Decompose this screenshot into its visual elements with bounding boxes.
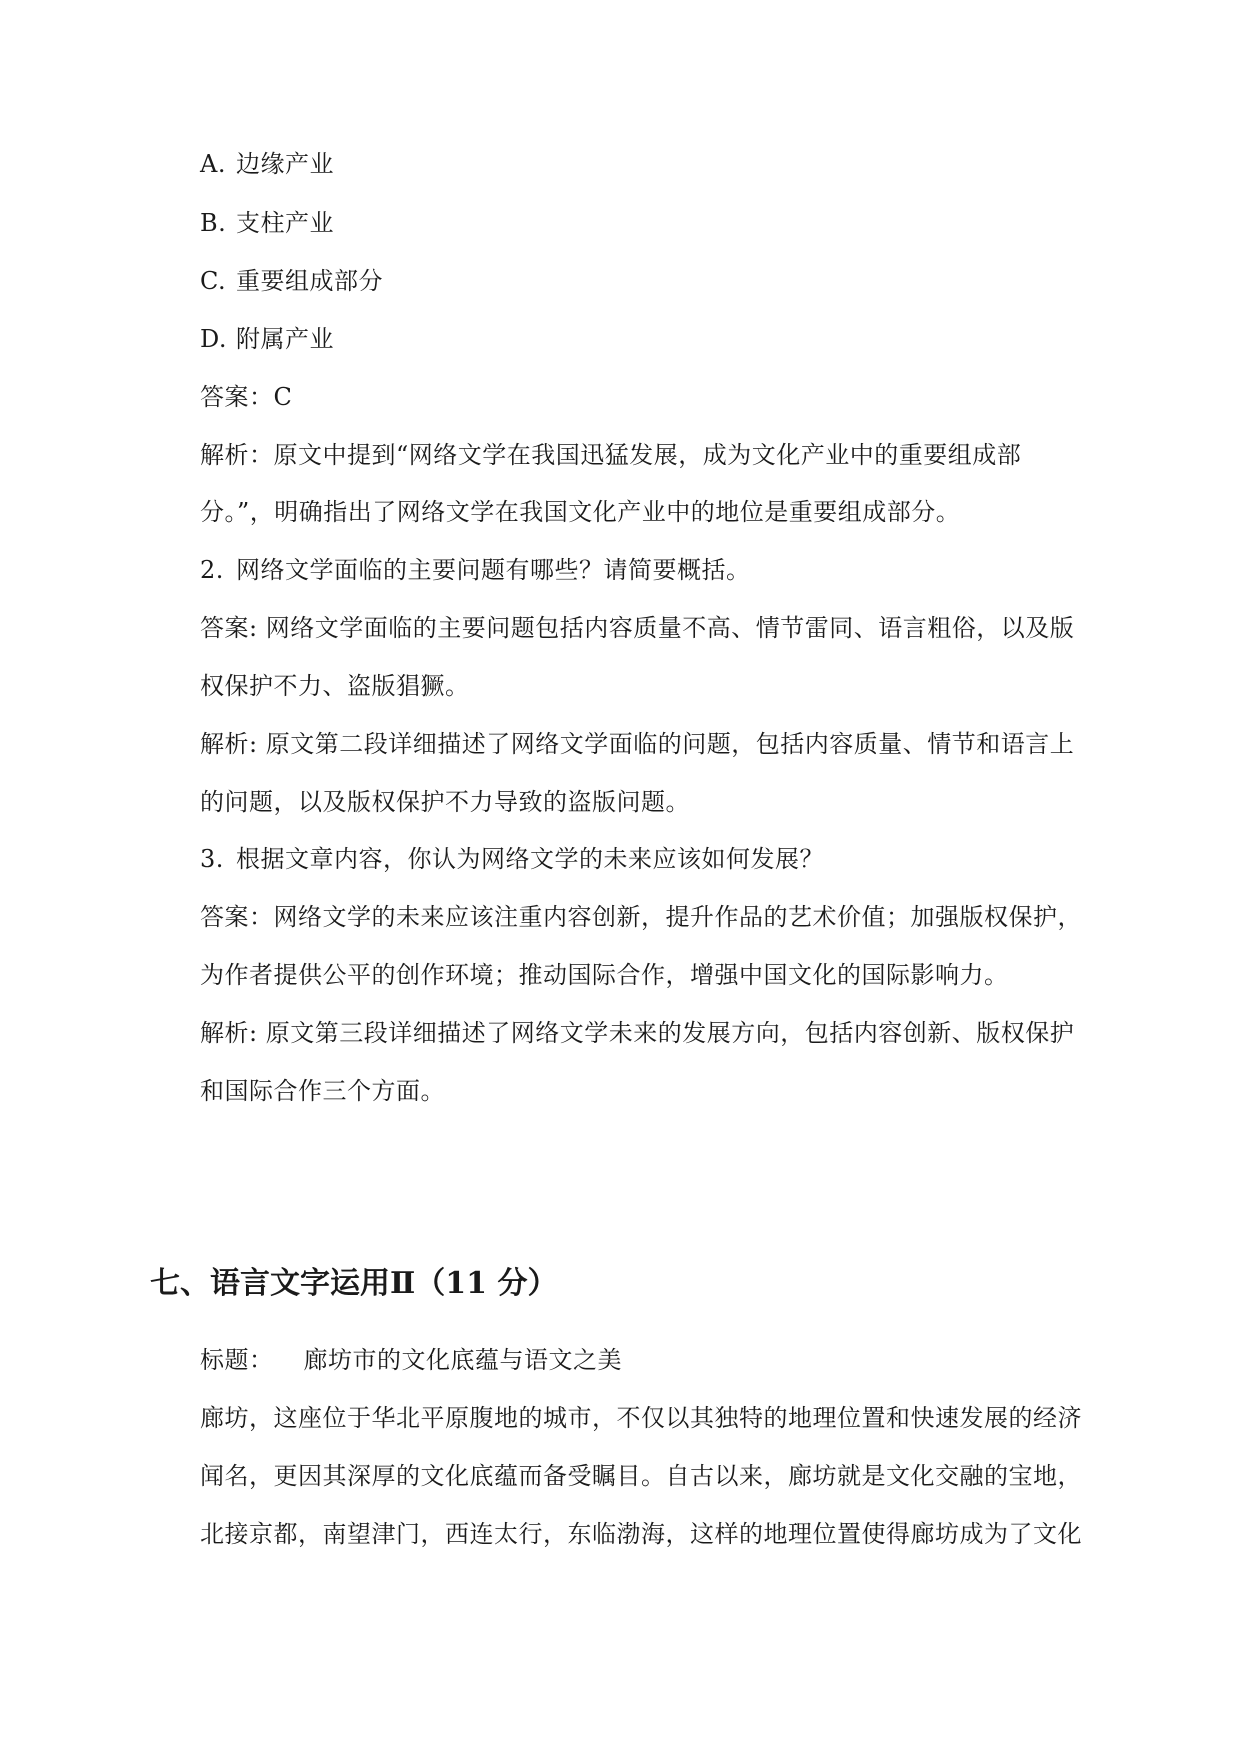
q1-answer: 答案：C — [200, 383, 293, 411]
paragraph-line: 廊坊，这座位于华北平原腹地的城市，不仅以其独特的地理位置和快速发展的经济 — [200, 1404, 1082, 1432]
q3-question — [200, 843, 824, 875]
q2-answer-line: 答案: 网络文学面临的主要问题包括内容质量不高、情节雷同、语言粗俗，以及版 — [200, 614, 1075, 642]
q2-analysis-line: 的问题，以及版权保护不力导致的盗版问题。 — [200, 788, 690, 816]
option-b — [200, 207, 334, 239]
option-text: 支柱产业 — [236, 209, 334, 237]
q3-answer-line: 答案：网络文学的未来应该注重内容创新，提升作品的艺术价值；加强版权保护， — [200, 903, 1082, 931]
title-text: 廊坊市的文化底蕴与语文之美 — [303, 1346, 622, 1374]
title-label: 标题： — [200, 1346, 274, 1374]
section-heading: 七、语言文字运用Ⅱ（11 分） — [150, 1266, 558, 1301]
question-text: 网络文学面临的主要问题有哪些？请简要概括。 — [236, 556, 751, 584]
paragraph-line: 闻名，更因其深厚的文化底蕴而备受瞩目。自古以来，廊坊就是文化交融的宝地， — [200, 1462, 1082, 1490]
option-letter: D. — [200, 325, 228, 353]
option-text: 重要组成部分 — [236, 267, 383, 295]
q1-analysis-line: 解析：原文中提到“网络文学在我国迅猛发展，成为文化产业中的重要组成部 — [200, 441, 1022, 469]
q2-answer-line: 权保护不力、盗版猖獗。 — [200, 672, 470, 700]
q3-analysis-line: 和国际合作三个方面。 — [200, 1077, 445, 1105]
paragraph-line: 北接京都，南望津门，西连太行，东临渤海，这样的地理位置使得廊坊成为了文化 — [200, 1520, 1082, 1548]
q1-analysis-line: 分。”，明确指出了网络文学在我国文化产业中的地位是重要组成部分。 — [200, 498, 961, 526]
option-a — [200, 148, 334, 180]
q2-question — [200, 554, 751, 586]
option-letter: B. — [200, 209, 227, 237]
question-text: 根据文章内容，你认为网络文学的未来应该如何发展？ — [236, 845, 824, 873]
option-c — [200, 265, 383, 297]
option-d — [200, 323, 334, 355]
question-number: 3. — [200, 845, 224, 873]
q3-analysis-line: 解析: 原文第三段详细描述了网络文学未来的发展方向，包括内容创新、版权保护 — [200, 1019, 1075, 1047]
option-letter: A. — [200, 150, 226, 178]
q3-answer-line: 为作者提供公平的创作环境；推动国际合作，增强中国文化的国际影响力。 — [200, 961, 1009, 989]
article-title — [200, 1344, 622, 1376]
option-letter: C. — [200, 267, 227, 295]
question-number: 2. — [200, 556, 224, 584]
option-text: 附属产业 — [236, 325, 334, 353]
q2-analysis-line: 解析: 原文第二段详细描述了网络文学面临的问题，包括内容质量、情节和语言上 — [200, 730, 1075, 758]
option-text: 边缘产业 — [236, 150, 334, 178]
